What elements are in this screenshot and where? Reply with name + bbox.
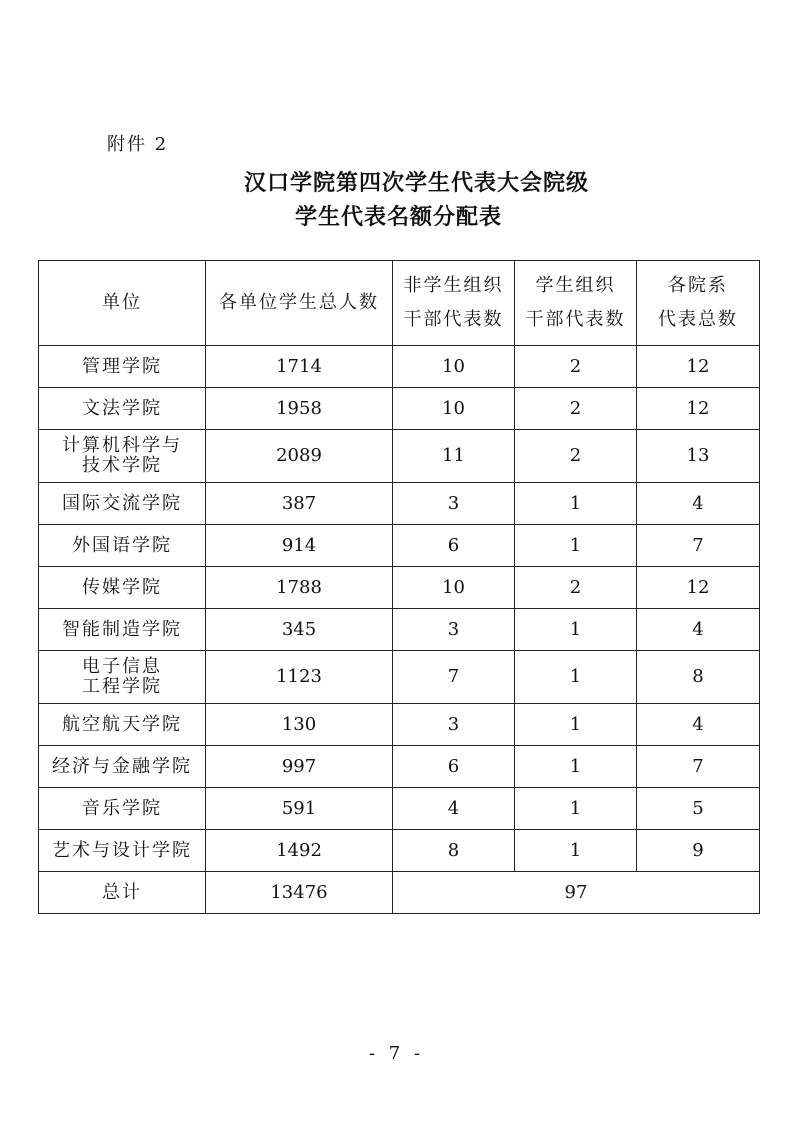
- org-cell: 1: [515, 830, 637, 872]
- non-org-cell: 3: [393, 483, 515, 525]
- org-cell: 2: [515, 388, 637, 430]
- total-cell: 9: [637, 830, 760, 872]
- header-dept-line-1: 各院系: [668, 275, 728, 296]
- unit-name-line-2: 技术学院: [82, 455, 162, 476]
- table-row: [39, 609, 760, 651]
- table-row: [39, 346, 760, 388]
- non-org-cell: 6: [393, 525, 515, 567]
- unit-cell: [39, 609, 206, 651]
- total-cell: 13: [637, 430, 760, 483]
- unit-name-line-1: 电子信息: [82, 656, 162, 677]
- unit-cell: [39, 830, 206, 872]
- non-org-cell: 11: [393, 430, 515, 483]
- table-row: [39, 651, 760, 704]
- representative-quota-table: [38, 260, 760, 914]
- header-dept-total-reps: [637, 261, 760, 346]
- header-org-line-2: 干部代表数: [525, 309, 626, 330]
- org-cell: 1: [515, 746, 637, 788]
- org-cell: 2: [515, 567, 637, 609]
- table-header: [39, 261, 760, 346]
- students-cell: 914: [206, 525, 393, 567]
- non-org-cell: 10: [393, 388, 515, 430]
- header-row: [39, 261, 760, 346]
- students-cell: 1958: [206, 388, 393, 430]
- header-org-line-1: 学生组织: [535, 275, 616, 296]
- students-cell: 387: [206, 483, 393, 525]
- total-cell: 12: [637, 388, 760, 430]
- total-cell: 4: [637, 609, 760, 651]
- total-cell: 7: [637, 746, 760, 788]
- non-org-cell: 10: [393, 346, 515, 388]
- table-row: [39, 388, 760, 430]
- org-cell: 1: [515, 651, 637, 704]
- unit-name-line-2: 工程学院: [82, 676, 162, 697]
- total-label: 总计: [39, 872, 206, 914]
- unit-cell: [39, 746, 206, 788]
- org-cell: 1: [515, 483, 637, 525]
- header-non-org-line-1: 非学生组织: [403, 275, 504, 296]
- org-cell: 1: [515, 609, 637, 651]
- header-total-students: 各单位学生总人数: [206, 261, 393, 346]
- total-row: [39, 872, 760, 914]
- non-org-cell: 6: [393, 746, 515, 788]
- unit-cell: [39, 704, 206, 746]
- students-cell: 997: [206, 746, 393, 788]
- total-cell: 5: [637, 788, 760, 830]
- non-org-cell: 3: [393, 609, 515, 651]
- unit-name: 艺术与设计学院: [52, 839, 192, 861]
- table-row: [39, 567, 760, 609]
- table-row: [39, 483, 760, 525]
- students-cell: 591: [206, 788, 393, 830]
- non-org-cell: 3: [393, 704, 515, 746]
- unit-cell: [39, 483, 206, 525]
- table-row: [39, 830, 760, 872]
- org-cell: 1: [515, 704, 637, 746]
- header-org-cadre-reps: [515, 261, 637, 346]
- students-cell: 2089: [206, 430, 393, 483]
- non-org-cell: 8: [393, 830, 515, 872]
- unit-name-line-1: 计算机科学与: [62, 435, 182, 456]
- table-body: [39, 346, 760, 914]
- org-cell: 2: [515, 346, 637, 388]
- unit-name: 航空航天学院: [62, 713, 182, 735]
- total-cell: 4: [637, 483, 760, 525]
- header-non-org-cadre-reps: [393, 261, 515, 346]
- document-title-line-1: 汉口学院第四次学生代表大会院级: [243, 171, 589, 196]
- total-cell: 4: [637, 704, 760, 746]
- unit-cell: [39, 430, 206, 483]
- students-cell: 1123: [206, 651, 393, 704]
- students-cell: 1788: [206, 567, 393, 609]
- unit-name: 经济与金融学院: [52, 755, 192, 777]
- students-cell: 130: [206, 704, 393, 746]
- total-cell: 7: [637, 525, 760, 567]
- unit-name: 国际交流学院: [62, 492, 182, 514]
- table-row: [39, 525, 760, 567]
- unit-cell: [39, 525, 206, 567]
- non-org-cell: 10: [393, 567, 515, 609]
- unit-name: 音乐学院: [82, 797, 162, 819]
- total-students: 13476: [206, 872, 393, 914]
- table-row: [39, 704, 760, 746]
- unit-cell: [39, 788, 206, 830]
- org-cell: 1: [515, 788, 637, 830]
- total-representatives: 97: [393, 872, 760, 914]
- unit-cell: [39, 346, 206, 388]
- unit-name: 管理学院: [82, 355, 162, 377]
- total-cell: 12: [637, 567, 760, 609]
- document-title-line-2: 学生代表名额分配表: [294, 205, 502, 230]
- unit-cell: [39, 567, 206, 609]
- students-cell: 345: [206, 609, 393, 651]
- org-cell: 1: [515, 525, 637, 567]
- table-row: [39, 430, 760, 483]
- attachment-label: 附件 2: [107, 134, 169, 155]
- unit-name: 文法学院: [82, 397, 162, 419]
- unit-name: 传媒学院: [82, 576, 162, 598]
- header-unit: 单位: [39, 261, 206, 346]
- header-non-org-line-2: 干部代表数: [403, 309, 504, 330]
- table-row: [39, 746, 760, 788]
- table-row: [39, 788, 760, 830]
- unit-name: 智能制造学院: [62, 618, 182, 640]
- org-cell: 2: [515, 430, 637, 483]
- students-cell: 1492: [206, 830, 393, 872]
- non-org-cell: 7: [393, 651, 515, 704]
- unit-cell: [39, 388, 206, 430]
- non-org-cell: 4: [393, 788, 515, 830]
- page-number: - 7 -: [368, 1043, 425, 1064]
- unit-name: 外国语学院: [72, 534, 172, 556]
- unit-cell: [39, 651, 206, 704]
- header-dept-line-2: 代表总数: [658, 309, 738, 330]
- total-cell: 8: [637, 651, 760, 704]
- students-cell: 1714: [206, 346, 393, 388]
- total-cell: 12: [637, 346, 760, 388]
